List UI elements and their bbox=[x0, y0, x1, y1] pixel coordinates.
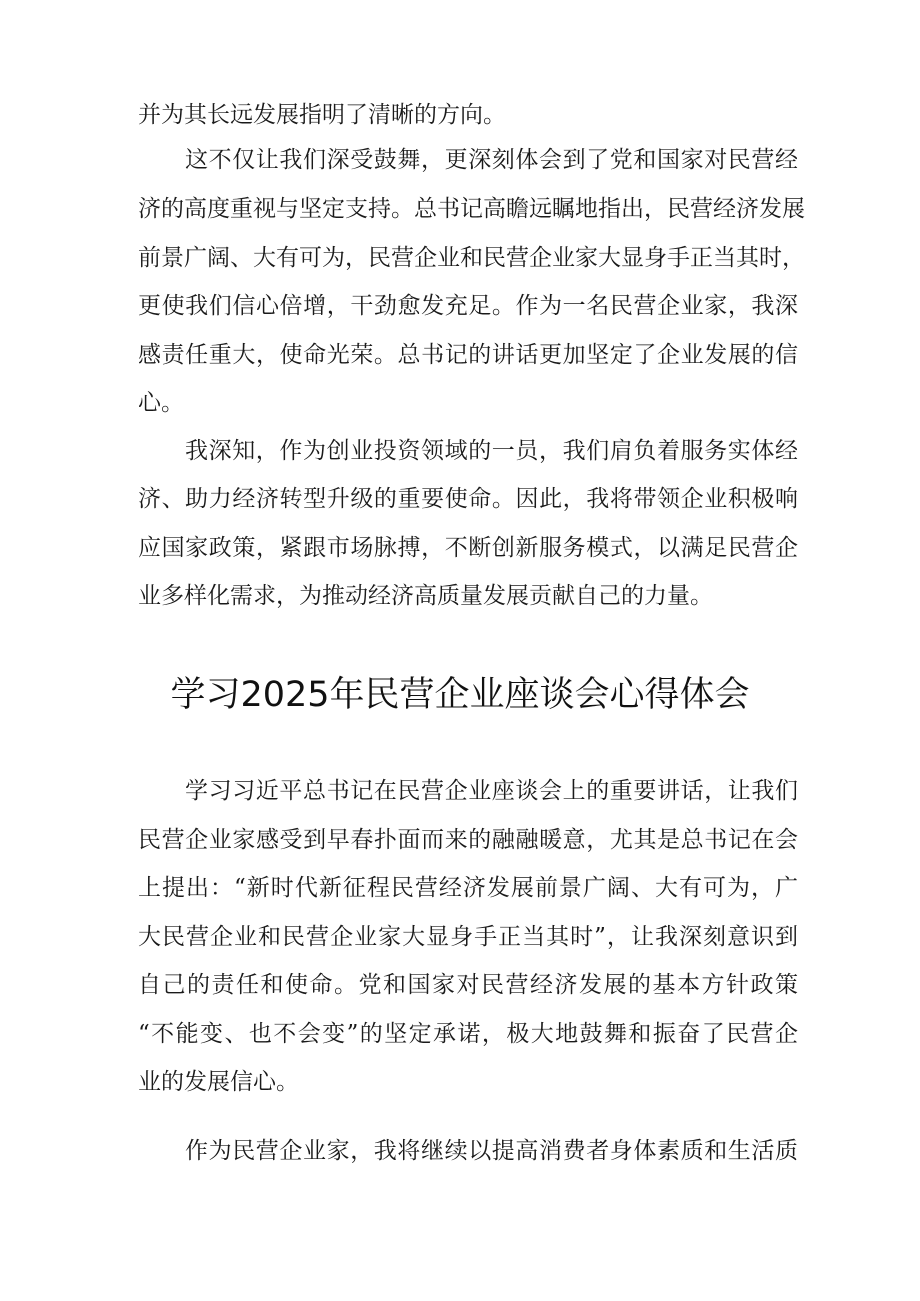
text-line: 应国家政策，紧跟市场脉搏，不断创新服务模式，以满足民营企 bbox=[138, 535, 798, 561]
text-line: “不能变、也不会变”的坚定承诺，极大地鼓舞和振奋了民营企 bbox=[138, 1021, 798, 1047]
text-line: 并为其长远发展指明了清晰的方向。 bbox=[138, 102, 506, 128]
text-line: 更使我们信心倍增，干劲愈发充足。作为一名民营企业家，我深 bbox=[138, 293, 798, 319]
text-line: 作为民营企业家，我将继续以提高消费者身体素质和生活质 bbox=[185, 1138, 798, 1164]
text-line: 前景广阔、大有可为，民营企业和民营企业家大显身手正当其时， bbox=[138, 245, 805, 271]
text-line: 民营企业家感受到早春扑面而来的融融暖意，尤其是总书记在会 bbox=[138, 827, 798, 853]
text-line: 济的高度重视与坚定支持。总书记高瞻远瞩地指出，民营经济发展 bbox=[138, 196, 805, 222]
text-line: 大民营企业和民营企业家大显身手正当其时”，让我深刻意识到 bbox=[138, 924, 798, 950]
text-line: 上提出：“新时代新征程民营经济发展前景广阔、大有可为，广 bbox=[138, 875, 798, 901]
text-line: 业的发展信心。 bbox=[138, 1069, 299, 1095]
text-line: 我深知，作为创业投资领域的一员，我们肩负着服务实体经 bbox=[185, 438, 798, 464]
text-line: 这不仅让我们深受鼓舞，更深刻体会到了党和国家对民营经 bbox=[185, 147, 798, 173]
text-line: 心。 bbox=[138, 390, 184, 416]
text-line: 业多样化需求，为推动经济高质量发展贡献自己的力量。 bbox=[138, 583, 713, 609]
page-title: 学习2025年民营企业座谈会心得体会 bbox=[170, 675, 750, 715]
text-line: 学习习近平总书记在民营企业座谈会上的重要讲话，让我们 bbox=[185, 778, 798, 804]
text-line: 感责任重大，使命光荣。总书记的讲话更加坚定了企业发展的信 bbox=[138, 342, 798, 368]
text-line: 自己的责任和使命。党和国家对民营经济发展的基本方针政策 bbox=[138, 972, 798, 998]
text-line: 济、助力经济转型升级的重要使命。因此，我将带领企业积极响 bbox=[138, 486, 798, 512]
